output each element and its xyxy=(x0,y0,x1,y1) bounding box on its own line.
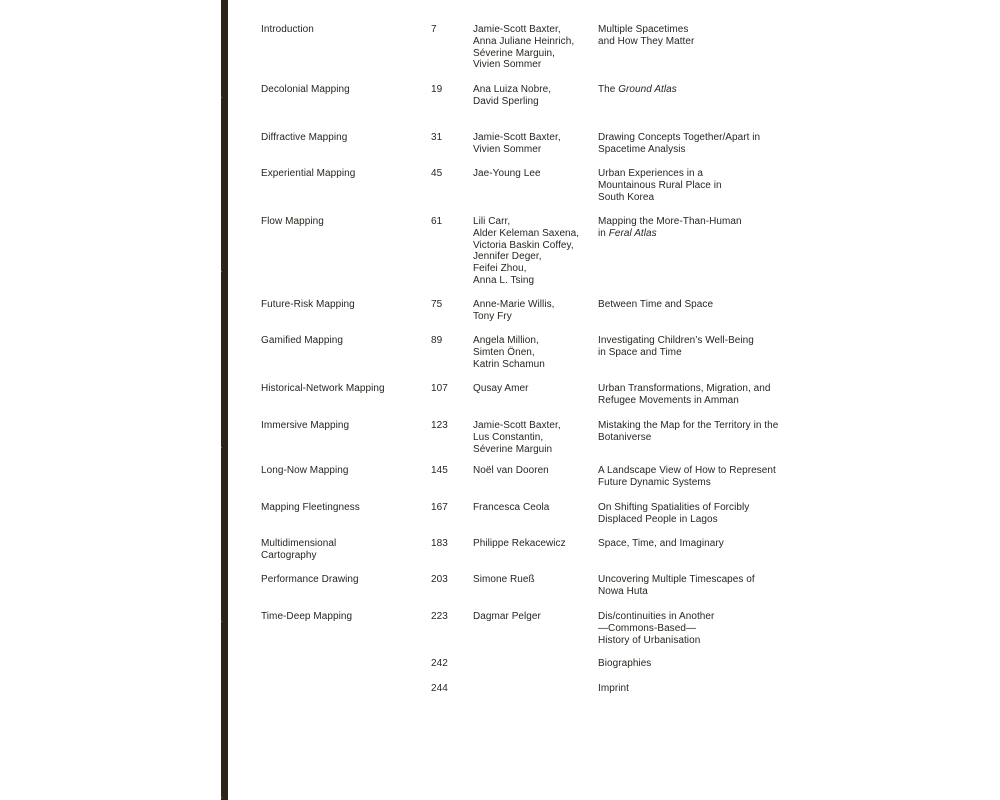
toc-page-number: 19 xyxy=(431,84,443,95)
toc-category: Multidimensional Cartography xyxy=(261,538,337,561)
toc-page-number: 167 xyxy=(431,502,448,513)
toc-title: Drawing Concepts Together/Apart in Spacetime Analysis xyxy=(598,132,761,155)
toc-category: Decolonial Mapping xyxy=(261,84,350,95)
toc-title: Multiple Spacetimes and How They Matter xyxy=(598,24,695,47)
toc-page-number: 183 xyxy=(431,538,448,549)
toc-category: Performance Drawing xyxy=(261,574,359,585)
toc-page-number: 107 xyxy=(431,383,448,394)
toc-page-number: 7 xyxy=(431,24,437,35)
toc-category: Experiential Mapping xyxy=(261,168,356,179)
toc-authors: Noël van Dooren xyxy=(473,465,549,476)
toc-title-italic: Ground Atlas xyxy=(618,84,677,95)
toc-authors: Angela Million, Simten Önen, Katrin Schamun xyxy=(473,335,545,370)
toc-title xyxy=(598,84,677,96)
toc-title: Uncovering Multiple Timescapes of Nowa Huta xyxy=(598,574,755,597)
toc-title: Space, Time, and Imaginary xyxy=(598,538,724,549)
toc-title: Urban Experiences in a Mountainous Rural Place in South Korea xyxy=(598,168,722,203)
toc-title: On Shifting Spatialities of Forcibly Displaced People in Lagos xyxy=(598,502,750,525)
toc-title: Imprint xyxy=(598,683,629,694)
toc-page-number: 145 xyxy=(431,465,448,476)
toc-authors: Philippe Rekacewicz xyxy=(473,538,566,549)
toc-authors: Jae-Young Lee xyxy=(473,168,541,179)
toc-category: Time-Deep Mapping xyxy=(261,611,353,622)
toc-category: Introduction xyxy=(261,24,314,35)
toc-authors: Qusay Amer xyxy=(473,383,529,394)
toc-authors: Jamie-Scott Baxter, Anna Juliane Heinrich, Séverine Marguin, Vivien Sommer xyxy=(473,24,575,71)
toc-title: Biographies xyxy=(598,658,652,669)
toc-title: Mistaking the Map for the Territory in the Botaniverse xyxy=(598,420,779,443)
toc-page-number: 45 xyxy=(431,168,443,179)
toc-page-number: 203 xyxy=(431,574,448,585)
toc-authors: Dagmar Pelger xyxy=(473,611,541,622)
toc-page-number: 223 xyxy=(431,611,448,622)
toc-authors: Jamie-Scott Baxter, Vivien Sommer xyxy=(473,132,561,155)
toc-authors: Ana Luiza Nobre, David Sperling xyxy=(473,84,552,107)
toc-category: Mapping Fleetingness xyxy=(261,502,360,513)
toc-page-number: 61 xyxy=(431,216,443,227)
toc-authors: Simone Rueß xyxy=(473,574,535,585)
toc-title: Dis/continuities in Another —Commons-Based— History of Urbanisation xyxy=(598,611,715,646)
toc-category: Long-Now Mapping xyxy=(261,465,349,476)
toc-category: Future-Risk Mapping xyxy=(261,299,355,310)
toc-page-number: 242 xyxy=(431,658,448,669)
toc-title: Urban Transformations, Migration, and Refugee Movements in Amman xyxy=(598,383,771,406)
toc-title: Between Time and Space xyxy=(598,299,714,310)
toc-page-number: 244 xyxy=(431,683,448,694)
toc-title: Investigating Children’s Well-Being in Space and Time xyxy=(598,335,754,358)
toc-title-italic: Feral Atlas xyxy=(608,227,657,239)
toc-title-text: Mapping the More-Than-Human in xyxy=(598,216,742,239)
toc-authors: Lili Carr, Alder Keleman Saxena, Victoria Baskin Coffey, Jennifer Deger, Feifei Zhou, Anna L. Tsing xyxy=(473,216,580,286)
toc-title xyxy=(598,216,742,240)
toc-page-number: 89 xyxy=(431,335,443,346)
toc-category: Gamified Mapping xyxy=(261,335,343,346)
toc-page-number: 75 xyxy=(431,299,443,310)
toc-category: Diffractive Mapping xyxy=(261,132,348,143)
toc-authors: Anne-Marie Willis, Tony Fry xyxy=(473,299,555,322)
toc-category: Historical-Network Mapping xyxy=(261,383,385,394)
toc-page-number: 31 xyxy=(431,132,443,143)
toc-authors: Francesca Ceola xyxy=(473,502,550,513)
toc-category: Immersive Mapping xyxy=(261,420,350,431)
toc-title-text: The xyxy=(598,84,619,95)
toc-title: A Landscape View of How to Represent Future Dynamic Systems xyxy=(598,465,776,488)
toc-authors: Jamie-Scott Baxter, Lus Constantin, Séverine Marguin xyxy=(473,420,561,455)
toc-page-number: 123 xyxy=(431,420,448,431)
toc-category: Flow Mapping xyxy=(261,216,324,227)
